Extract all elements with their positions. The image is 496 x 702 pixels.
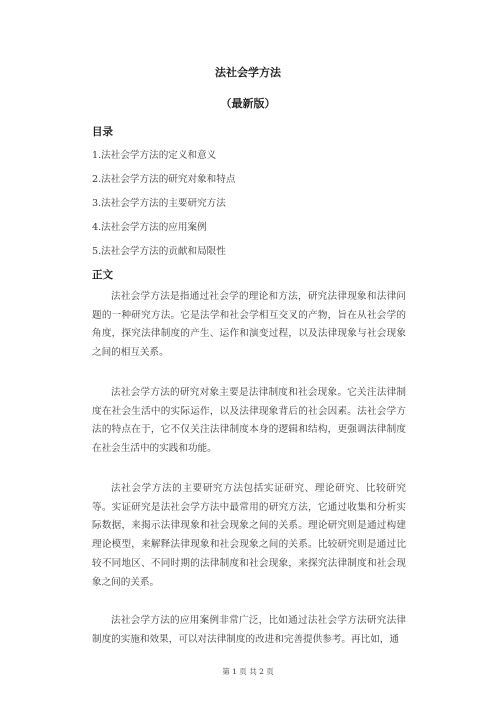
toc-item: 2.法社会学方法的研究对象和特点	[92, 174, 236, 185]
body-paragraph: 法社会学方法的应用案例非常广泛，比如通过法社会学方法研究法律制度的实施和效果，可以对法律制度的改进和完善提供参考。再比如，通	[92, 615, 406, 645]
body-paragraph: 法社会学方法是指通过社会学的理论和方法，研究法律现象和法律问题的一种研究方法。它是法学和社会学相互交叉的产物，旨在从社会学的角度，探究法律制度的产生、运作和演变过程，以及法律现象与社会现象之间的相互关系。	[92, 291, 406, 359]
toc-item: 3.法社会学方法的主要研究方法	[92, 198, 226, 209]
toc-item: 5.法社会学方法的贡献和局限性	[92, 246, 226, 257]
page-footer: 第 1 页 共 2 页	[222, 667, 274, 676]
document-subtitle: （最新版）	[220, 97, 276, 110]
toc-heading: 目录	[92, 126, 113, 138]
toc-item: 4.法社会学方法的应用案例	[92, 222, 207, 233]
document-title: 法社会学方法	[215, 66, 281, 79]
body-paragraph: 法社会学方法的研究对象主要是法律制度和社会现象。它关注法律制度在社会生活中的实际运作，以及法律现象背后的社会因素。法社会学方法的特点在于，它不仅关注法律制度本身的逻辑和结构，更强调法律制度在社会生活中的实践和功能。	[92, 387, 406, 455]
body-paragraph: 法社会学方法的主要研究方法包括实证研究、理论研究、比较研究等。实证研究是法社会学方法中最常用的研究方法，它通过收集和分析实际数据，来揭示法律现象和社会现象之间的关系。理论研究则是通过构建理论模型，来解释法律现象和社会现象之间的关系。比较研究则是通过比较不同地区、不同时期的法律制度和社会现象，来探究法律制度和社会现象之间的关系。	[92, 483, 406, 588]
toc-item: 1.法社会学方法的定义和意义	[92, 150, 217, 161]
body-heading: 正文	[92, 269, 113, 281]
